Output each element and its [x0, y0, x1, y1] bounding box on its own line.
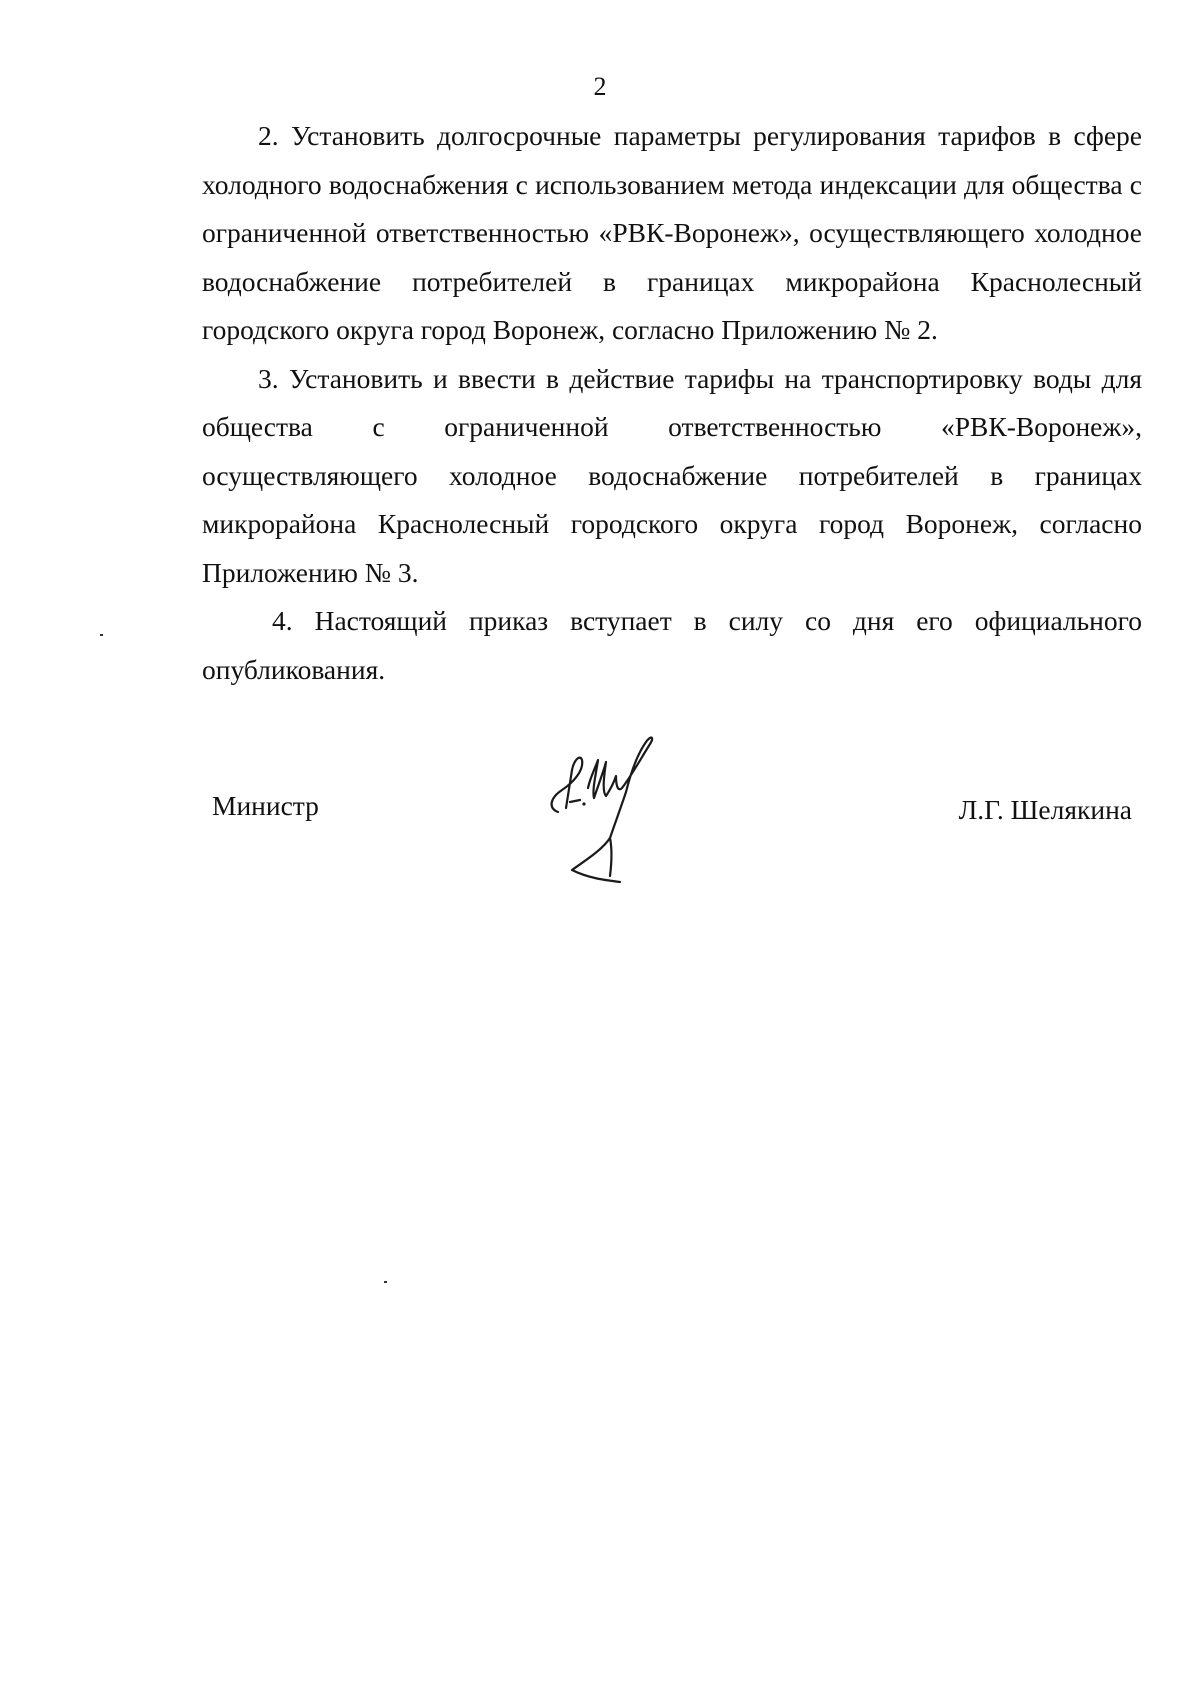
handwritten-signature: [540, 730, 690, 900]
document-body: [202, 112, 1142, 694]
paragraph-2: 2. Установить долгосрочные параметры регулирования тарифов в сфере холодного водоснабжения с использованием метода индексации для общества с ограниченной ответственностью «РВК-Воронеж», осуществляющего холодное водоснабжение потребителей в границах микрорайона Краснолесный городского округа город Воронеж, согласно Приложению № 2.: [202, 120, 1142, 345]
paragraph-4: 4. Настоящий приказ вступает в силу со дня его официального опубликования.: [202, 605, 1142, 685]
signatory-position: Министр: [212, 790, 319, 821]
scan-speck: [100, 634, 103, 636]
signature-block: [0, 730, 1200, 910]
paragraph-3: 3. Установить и ввести в действие тарифы на транспортировку воды для общества с ограниченной ответственностью «РВК-Воронеж», осуществляющего холодное водоснабжение потребителей в границах микрорайона Краснолесный городского округа город Воронеж, согласно Приложению № 3.: [202, 362, 1142, 588]
page-number: 2: [593, 72, 607, 101]
signatory-name: Л.Г. Шелякина: [958, 794, 1132, 825]
scan-speck: [384, 1281, 387, 1283]
